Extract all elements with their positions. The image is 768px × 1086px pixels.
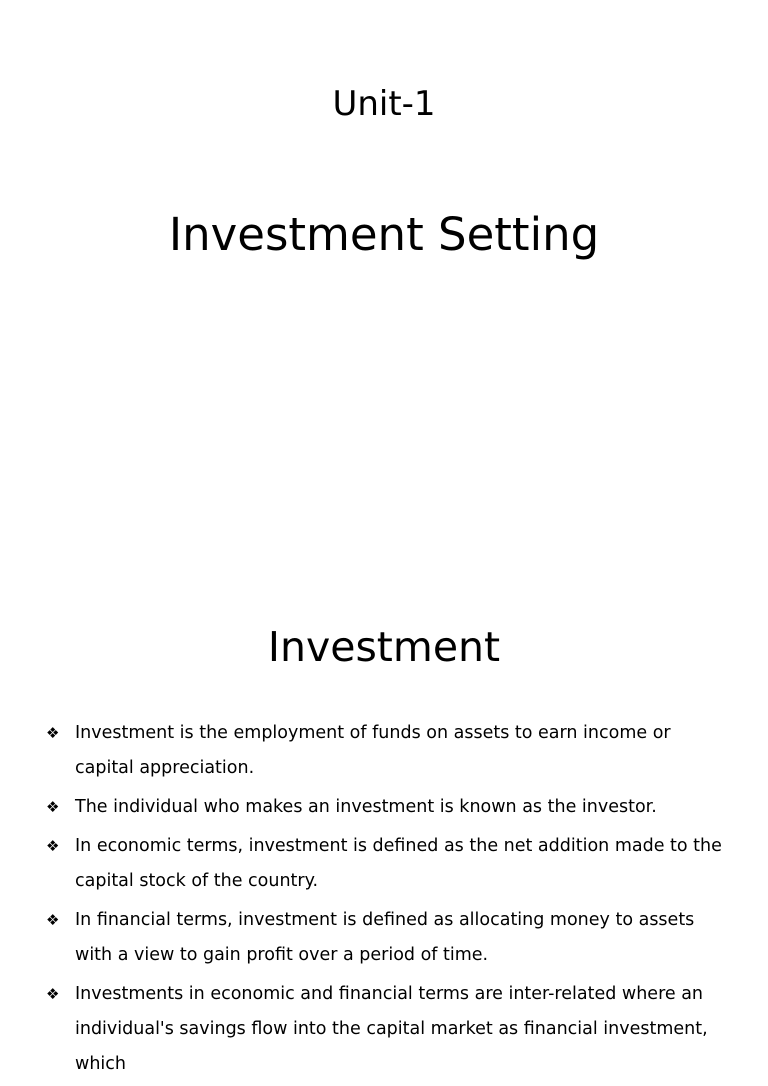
diamond-bullet-icon: ❖ <box>46 985 60 1003</box>
diamond-bullet-icon: ❖ <box>46 911 60 929</box>
diamond-bullet-icon: ❖ <box>46 724 60 742</box>
bullet-list <box>46 716 726 1086</box>
bullet-text: In financial terms, investment is defined as allocating money to assets with a view to gain profit over a period of time. <box>75 910 695 965</box>
bullet-text: Investments in economic and financial terms are inter-related where an individual's savings flow into the capital market as financial investment, which <box>75 984 708 1074</box>
list-item <box>46 829 726 899</box>
presentation-title: Investment Setting <box>168 208 600 261</box>
list-item <box>46 903 726 973</box>
diamond-bullet-icon: ❖ <box>46 798 60 816</box>
list-item <box>46 977 726 1082</box>
list-item <box>46 716 726 786</box>
bullet-text: The individual who makes an investment is known as the investor. <box>75 797 657 817</box>
diamond-bullet-icon: ❖ <box>46 837 60 855</box>
unit-label: Unit-1 <box>332 84 436 124</box>
bullet-text: Investment is the employment of funds on assets to earn income or capital appreciation. <box>75 723 671 778</box>
bullet-text: In economic terms, investment is defined as the net addition made to the capital stock of the country. <box>75 836 722 891</box>
list-item <box>46 790 726 825</box>
section-title: Investment <box>267 623 501 671</box>
slide-investment <box>0 576 768 1074</box>
